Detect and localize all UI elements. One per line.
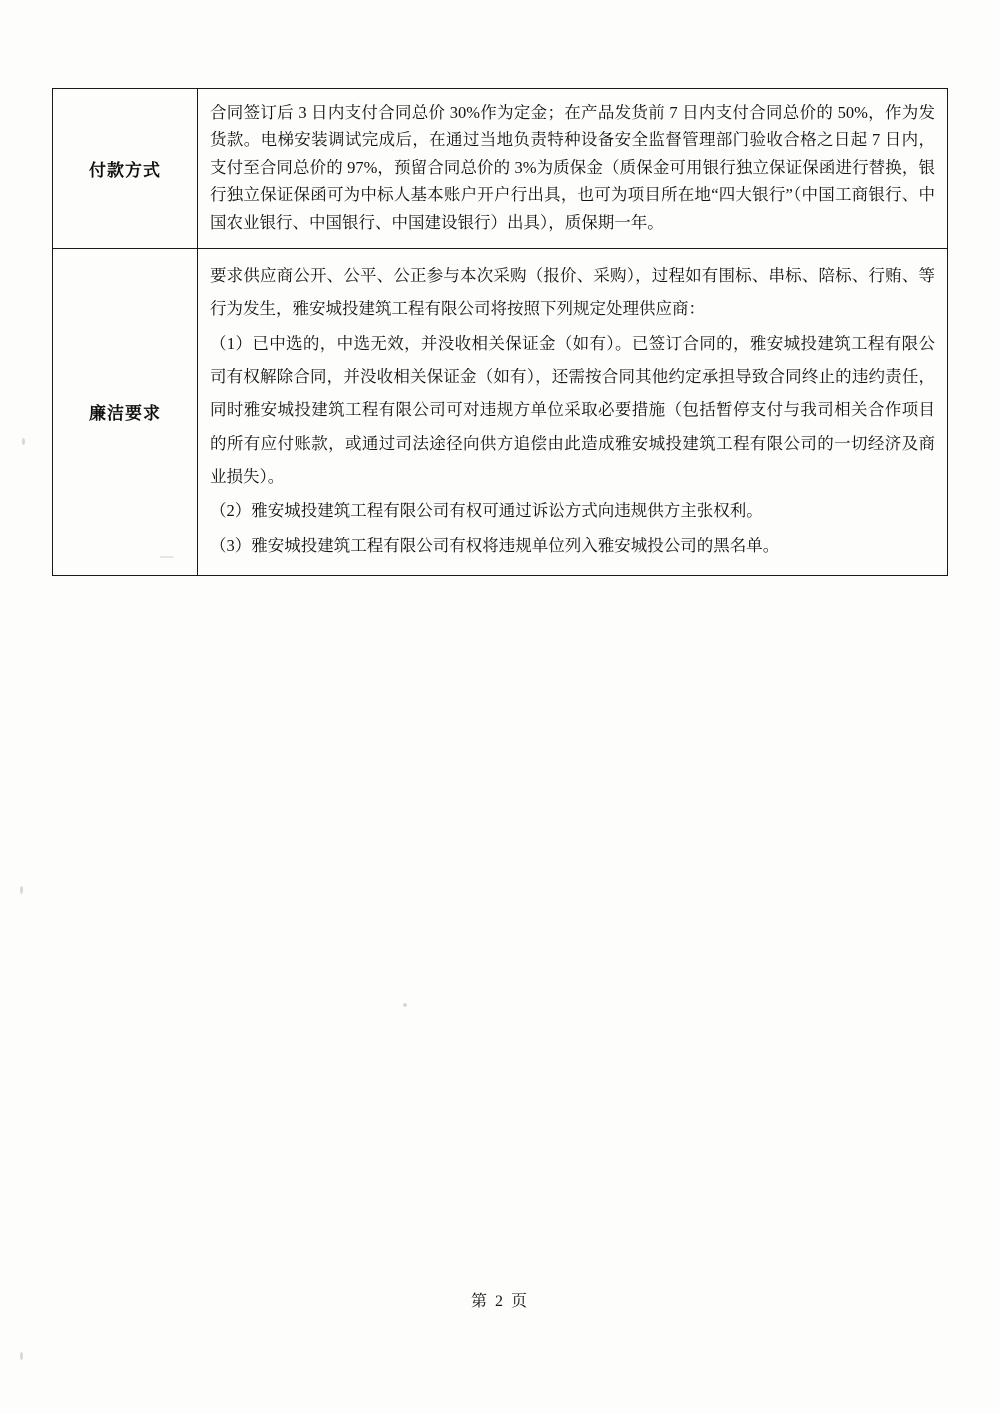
- row-label-integrity-requirement: 廉洁要求: [53, 248, 198, 575]
- row-label-payment-method: 付款方式: [53, 89, 198, 249]
- scan-speck: [403, 1003, 407, 1007]
- table-row: [53, 89, 948, 249]
- paragraph: （2）雅安城投建筑工程有限公司有权可通过诉讼方式向违规供方主张权利。: [210, 501, 763, 521]
- paragraph: 要求供应商公开、公平、公正参与本次采购（报价、采购），过程如有围标、串标、陪标、行贿、等行为发生，雅安城投建筑工程有限公司将按照下列规定处理供应商：: [210, 265, 935, 319]
- row-content-payment-method: [198, 89, 948, 249]
- contract-terms-table: [52, 88, 948, 576]
- table-row: [53, 248, 948, 575]
- scan-speck: [22, 438, 25, 445]
- scan-speck: [20, 886, 23, 894]
- page-footer: 第 2 页: [470, 1293, 529, 1310]
- paragraph: （1）已中选的，中选无效，并没收相关保证金（如有）。已签订合同的，雅安城投建筑工程有限公司有权解除合同，并没收相关保证金（如有），还需按合同其他约定承担导致合同终止的违约责任，同时雅安城投建筑工程有限公司可对违规方单位采取必要措施（包括暂停支付与我司相关合作项目的所有应付账款，或通过司法途径向供方追偿由此造成雅安城投建筑工程有限公司的一切经济及商业损失）。: [210, 333, 935, 486]
- paragraph: 合同签订后 3 日内支付合同总价 30%作为定金；在产品发货前 7 日内支付合同总价的 50%，作为发货款。电梯安装调试完成后，在通过当地负责特种设备安全监督管理部门验收合格之日起 7 日内，支付至合同总价的 97%，预留合同总价的 3%为质保金（质保金可用银行独立保证保函进行替换，银行独立保证保函可为中标人基本账户开户行出具，也可为项目所在地“四大银行”（中国工商银行、中国农业银行、中国银行、中国建设银行）出具），质保期一年。: [210, 103, 935, 232]
- paragraph: （3）雅安城投建筑工程有限公司有权将违规单位列入雅安城投公司的黑名单。: [210, 535, 780, 555]
- row-content-integrity-requirement: [198, 248, 948, 575]
- scan-speck: [20, 1352, 23, 1360]
